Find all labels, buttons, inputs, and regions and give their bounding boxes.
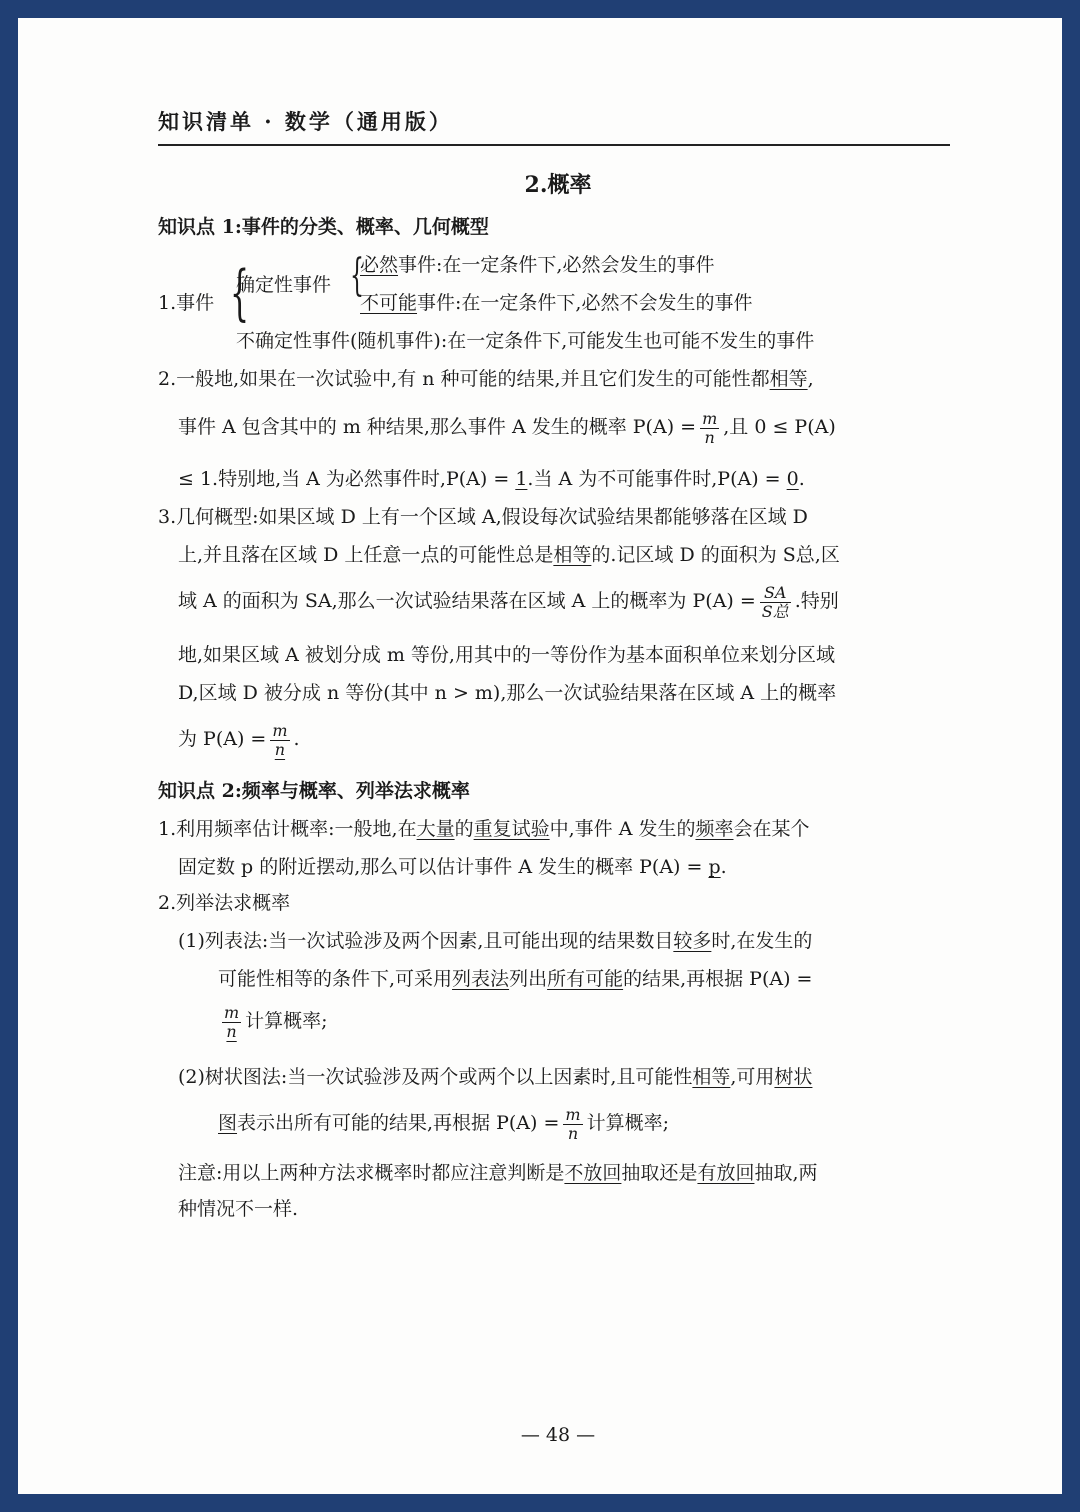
text: 时,在发生的 <box>711 930 813 952</box>
kp1-item3-line2 <box>178 540 840 567</box>
list-method-line3 <box>218 1004 328 1040</box>
outer-brace: { <box>230 258 250 328</box>
text: 2.一般地,如果在一次试验中,有 n 种可能的结果,并且它们发生的可能性都 <box>158 368 770 390</box>
text: 的.记区域 D 的面积为 S总,区 <box>591 544 840 566</box>
text: 1.利用频率估计概率:一般地,在 <box>158 818 417 840</box>
impossible-rest: 事件:在一定条件下,必然不会发生的事件 <box>417 292 753 314</box>
denominator: n <box>567 1123 579 1143</box>
answer-underline: 不放回 <box>564 1162 622 1184</box>
answer-underline: 大量 <box>416 818 455 840</box>
text: 抽取,两 <box>754 1162 818 1184</box>
text: 的结果,再根据 P(A) = <box>623 968 813 990</box>
text: ,可用 <box>730 1066 775 1088</box>
text: 列出 <box>509 968 548 990</box>
note-line2: 种情况不一样. <box>178 1198 299 1220</box>
denominator: n <box>274 739 286 759</box>
text: 固定数 p 的附近摆动,那么可以估计事件 A 发生的概率 P(A) = <box>178 856 703 878</box>
inner-brace: { <box>350 250 364 301</box>
events-label: 1.事件 <box>158 292 215 314</box>
answer-underline: 图 <box>218 1112 238 1135</box>
kp1-item3-line6 <box>178 722 300 758</box>
text: .当 A 为不可能事件时,P(A) = <box>527 468 781 490</box>
page-number: — 48 — <box>520 1424 596 1446</box>
answer-underline: 相等 <box>553 544 592 566</box>
kp2-item1-line1 <box>158 814 810 841</box>
answer-underline: 相等 <box>692 1066 731 1088</box>
fraction <box>222 1004 241 1040</box>
certain-rest: 事件:在一定条件下,必然会发生的事件 <box>398 254 715 276</box>
numerator: SA <box>760 584 791 603</box>
certain-event <box>360 250 714 277</box>
text: 事件 A 包含其中的 m 种结果,那么事件 A 发生的概率 P(A) = <box>178 416 697 439</box>
deterministic-label: 确定性事件 <box>236 274 332 296</box>
kp1-item3-line1: 3.几何概型:如果区域 D 上有一个区域 A,假设每次试验结果都能够落在区域 D <box>158 506 808 528</box>
impossible-event <box>360 288 752 315</box>
text: . <box>720 856 727 878</box>
kp1-item3-line3 <box>178 584 839 620</box>
answer-underline: 频率 <box>695 818 734 840</box>
kp1-title: 知识点 1:事件的分类、概率、几何概型 <box>158 216 489 238</box>
header-title: 知识清单 · 数学（通用版） <box>158 109 453 134</box>
numerator: m <box>224 1003 240 1022</box>
header-rule <box>158 144 950 146</box>
text: (1)列表法:当一次试验涉及两个因素,且可能出现的结果数目 <box>178 930 674 952</box>
text: 上,并且落在区域 D 上任意一点的可能性总是 <box>178 544 554 566</box>
text: ,且 0 ≤ P(A) <box>723 416 836 439</box>
denominator: S总 <box>761 601 789 621</box>
note-line1 <box>178 1158 818 1185</box>
list-method-line1 <box>178 926 812 953</box>
text: 可能性相等的条件下,可采用 <box>218 968 453 990</box>
answer-underline: 0 <box>786 468 799 490</box>
text: 抽取还是 <box>621 1162 698 1184</box>
kp2-item1-line2 <box>178 852 727 879</box>
answer-underline: 相等 <box>769 368 808 390</box>
answer-underline: 所有可能 <box>547 968 624 990</box>
denominator: n <box>704 427 715 447</box>
text: ≤ 1.特别地,当 A 为必然事件时,P(A) = <box>178 468 510 490</box>
text: 中,事件 A 发生的 <box>549 818 696 840</box>
tree-method-line1 <box>178 1062 812 1089</box>
kp2-item2-title: 2.列举法求概率 <box>158 892 291 914</box>
text: 的 <box>454 818 474 840</box>
impossible-term: 不可能 <box>360 292 418 314</box>
kp1-item2-line2 <box>178 410 836 446</box>
numerator: m <box>272 721 288 740</box>
kp1-item2-line3 <box>178 464 805 491</box>
text: 注意:用以上两种方法求概率时都应注意判断是 <box>178 1162 565 1184</box>
certain-term: 必然 <box>360 254 399 276</box>
section-title: 2.概率 <box>524 172 592 198</box>
text: 表示出所有可能的结果,再根据 P(A) = <box>237 1112 560 1135</box>
answer-underline: 重复试验 <box>473 818 550 840</box>
answer-underline: 列表法 <box>452 968 510 990</box>
numerator: m <box>565 1105 581 1124</box>
kp1-item2-line1 <box>158 364 814 391</box>
answer-underline: p <box>708 856 721 878</box>
text: .特别 <box>794 590 839 613</box>
text: 为 P(A) = <box>178 728 267 751</box>
numerator: m <box>702 409 718 428</box>
answer-underline: 有放回 <box>697 1162 755 1184</box>
text: (2)树状图法:当一次试验涉及两个或两个以上因素时,且可能性 <box>178 1066 693 1088</box>
kp1-item3-line5: D,区域 D 被分成 n 等份(其中 n > m),那么一次试验结果落在区域 A 上的概率 <box>178 682 837 704</box>
text: . <box>798 468 805 490</box>
fraction <box>563 1106 582 1142</box>
kp1-item3-line4: 地,如果区域 A 被划分成 m 等份,用其中的一等份作为基本面积单位来划分区域 <box>178 644 835 666</box>
text: . <box>293 728 300 751</box>
text: , <box>807 368 814 390</box>
fraction <box>270 722 289 758</box>
text: 域 A 的面积为 SA,那么一次试验结果落在区域 A 上的概率为 P(A) = <box>178 590 756 613</box>
fraction <box>700 410 719 446</box>
kp2-title: 知识点 2:频率与概率、列举法求概率 <box>158 780 470 802</box>
text: 计算概率; <box>586 1112 669 1135</box>
tree-method-line2 <box>218 1106 669 1142</box>
denominator: n <box>226 1021 237 1041</box>
text: 计算概率; <box>245 1010 328 1033</box>
answer-underline: 1 <box>515 468 528 490</box>
answer-underline: 树状 <box>774 1066 813 1088</box>
answer-underline: 较多 <box>673 930 712 952</box>
text: 会在某个 <box>733 818 810 840</box>
fraction <box>760 584 791 620</box>
list-method-line2 <box>218 964 812 991</box>
random-event: 不确定性事件(随机事件):在一定条件下,可能发生也可能不发生的事件 <box>236 330 815 352</box>
